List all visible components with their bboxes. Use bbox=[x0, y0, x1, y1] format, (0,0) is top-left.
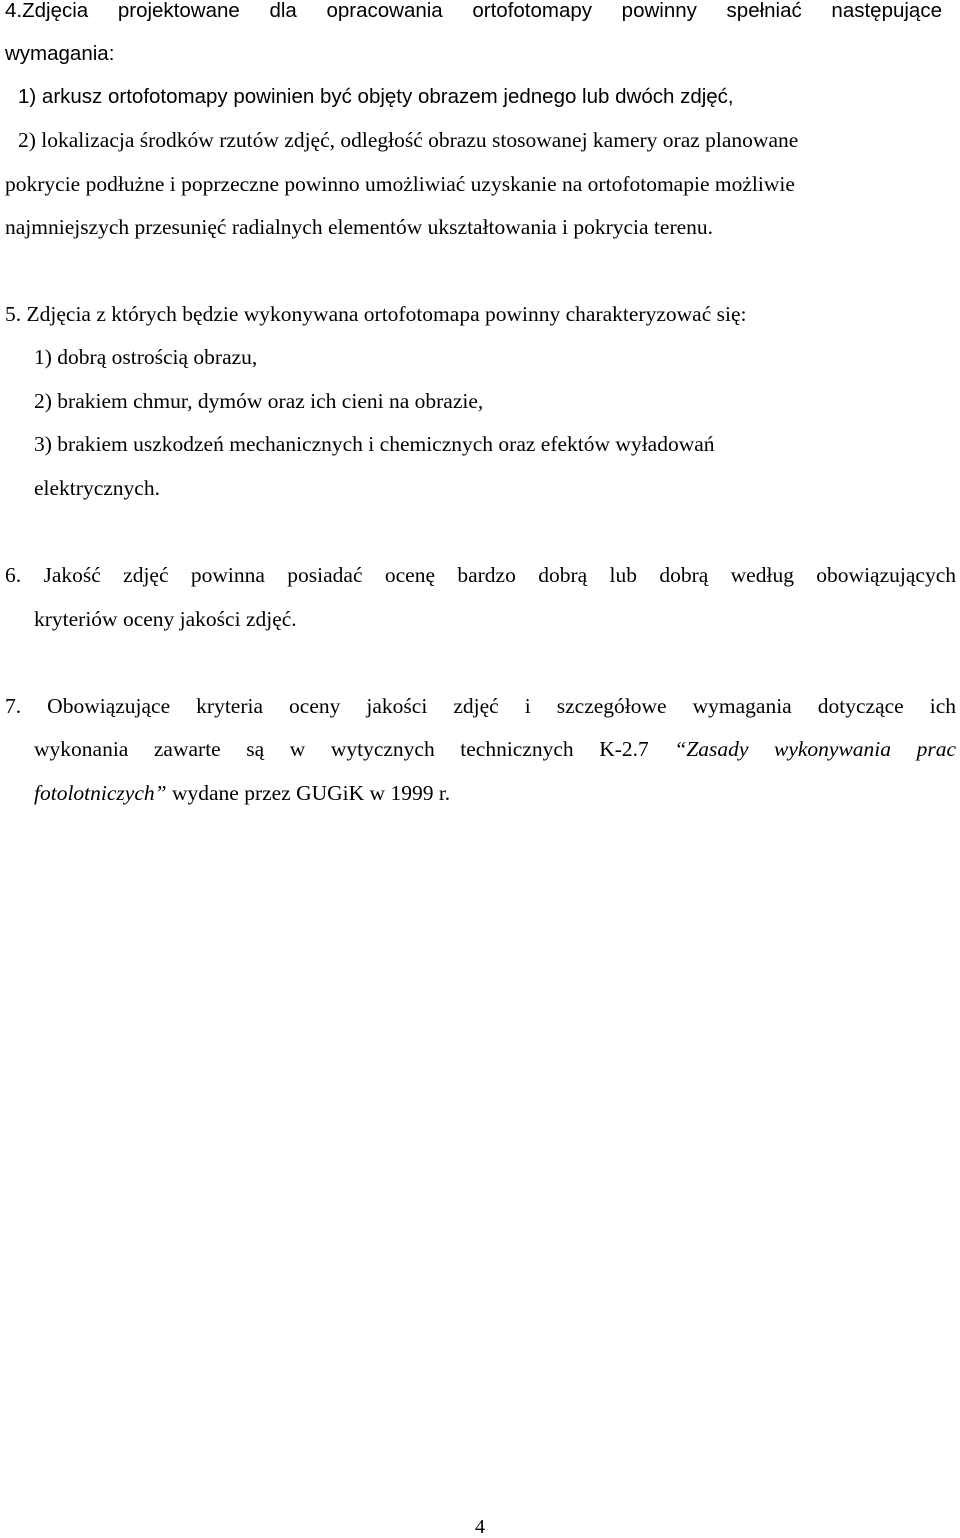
page-number: 4 bbox=[475, 1516, 485, 1538]
item-5-point-3-line-2: elektrycznych. bbox=[34, 476, 160, 500]
item-4-point-1: 1) arkusz ortofotomapy powinien być objęty obrazem jednego lub dwóch zdjęć, bbox=[18, 85, 734, 108]
item-5-heading: 5. Zdjęcia z których będzie wykonywana ortofotomapa powinny charakteryzować się: bbox=[5, 302, 747, 326]
item-7-line-3-title: fotolotniczych” bbox=[34, 781, 167, 805]
item-7-line-2-text: wykonania zawarte są w wytycznych technicznych K-2.7 bbox=[34, 737, 649, 761]
item-4-point-2-line-2: pokrycie podłużne i poprzeczne powinno umożliwiać uzyskanie na ortofotomapie możliwie bbox=[5, 172, 795, 196]
item-4-point-2-line-3: najmniejszych przesunięć radialnych elementów ukształtowania i pokrycia terenu. bbox=[5, 215, 714, 239]
item-7-line-2-title: “Zasady wykonywania prac bbox=[674, 737, 956, 761]
item-7-line-3-text: wydane przez GUGiK w 1999 r. bbox=[166, 781, 451, 805]
item-7-line-1: 7. Obowiązujące kryteria oceny jakości zdjęć i szczegółowe wymagania dotyczące ich bbox=[5, 694, 956, 718]
item-5-point-2: 2) brakiem chmur, dymów oraz ich cieni na obrazie, bbox=[34, 389, 484, 413]
item-4-point-2-line-1: 2) lokalizacja środków rzutów zdjęć, odległość obrazu stosowanej kamery oraz planowane bbox=[18, 128, 799, 152]
item-7-line-2 bbox=[34, 736, 956, 762]
item-6-line-1: 6. Jakość zdjęć powinna posiadać ocenę bardzo dobrą lub dobrą według obowiązujących bbox=[5, 563, 956, 587]
item-4-line-2: wymagania: bbox=[5, 42, 115, 65]
item-6-line-2: kryteriów oceny jakości zdjęć. bbox=[34, 607, 297, 631]
item-5-point-3-line-1: 3) brakiem uszkodzeń mechanicznych i chemicznych oraz efektów wyładowań bbox=[34, 432, 715, 456]
item-7-line-3 bbox=[34, 780, 450, 806]
item-5-point-1: 1) dobrą ostrością obrazu, bbox=[34, 345, 258, 369]
item-4-line-1: 4.Zdjęcia projektowane dla opracowania ortofotomapy powinny spełniać następujące bbox=[5, 0, 942, 22]
